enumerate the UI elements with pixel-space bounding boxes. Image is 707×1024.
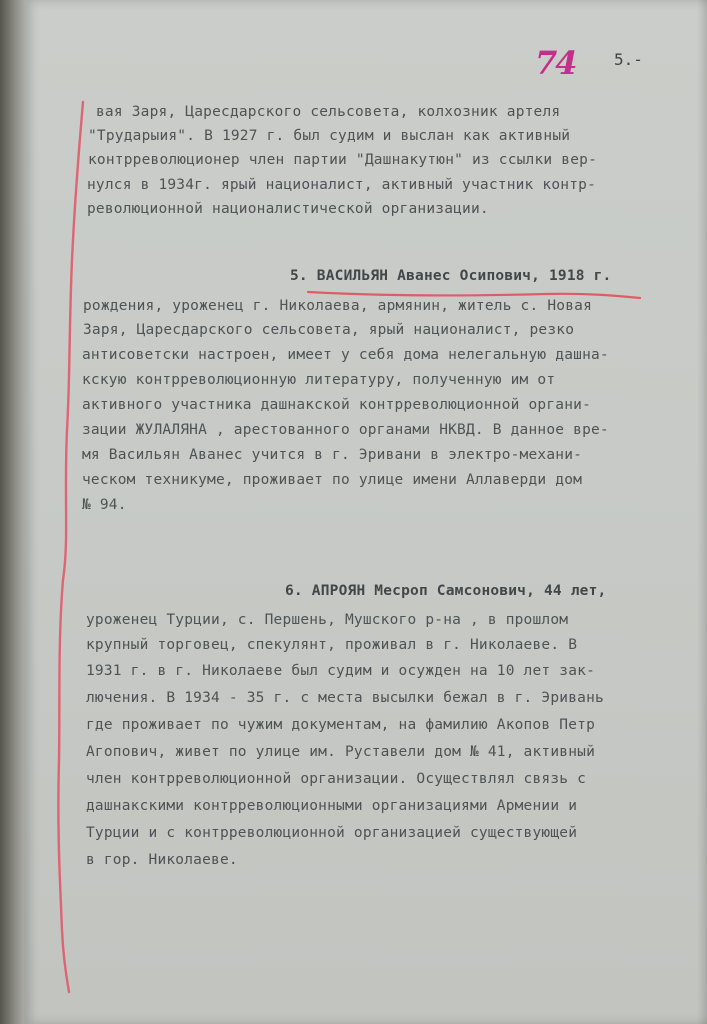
text-line: 1931 г. в г. Николаеве был судим и осужден на 10 лет зак- [86,663,595,679]
text-line: ческом техникуме, проживает по улице имени Аллаверди дом [82,472,583,488]
text-line: революционной националистической организации. [87,201,489,217]
text-line: вая Заря, Царесдарского сельсовета, колхозник артеля [96,104,561,120]
page-number: 5.- [614,50,643,69]
text-line: активного участника дашнакской контрреволюционной органи- [82,397,591,413]
handwritten-folio-number: 74 [535,44,576,82]
text-line: уроженец Турции, с. Першень, Мушского р-на , в прошлом [86,612,569,628]
text-line: антисоветски настроен, имеет у себя дома нелегальную дашна- [82,347,609,363]
text-line: член контрреволюционной организации. Осуществлял связь с [86,771,587,787]
text-line: в гор. Николаеве. [86,852,238,868]
text-line: где проживает по чужим документам, на фамилию Акопов Петр [86,717,595,733]
text-line: лючения. В 1934 - 35 г. с места высылки бежал в г. Эривань [86,690,604,706]
text-line: рождения, уроженец г. Николаева, армянин, житель с. Новая [83,298,592,314]
text-line: дашнакскими контрреволюционными организациями Армении и [86,798,578,814]
text-line: "Трударыия". В 1927 г. был судим и выслан как активный [88,128,571,144]
text-line: кскую контрреволюционную литературу, полученную им от [82,372,556,388]
text-line: мя Васильян Аванес учится в г. Эривани в электро-механи- [82,447,583,463]
text-line: Турции и с контрреволюционной организацией существующей [86,825,578,841]
text-line: Заря, Царесдарского сельсовета, ярый националист, резко [83,322,575,338]
text-line: крупный торговец, спекулянт, проживал в г. Николаеве. В [86,637,578,653]
paragraph-heading: 5. ВАСИЛЬЯН Аванес Осипович, 1918 г. [290,268,612,284]
text-line: контрреволюционер член партии "Дашнакутюн" из ссылки вер- [88,152,597,168]
text-line: зации ЖУЛАЛЯНА , арестованного органами НКВД. В данное вре- [82,422,609,438]
paragraph-heading: 6. АПРОЯН Месроп Самсонович, 44 лет, [285,583,607,599]
text-line: нулся в 1934г. ярый националист, активный участник контр- [87,177,596,193]
text-line: Агопович, живет по улице им. Руставели дом № 41, активный [86,744,595,760]
text-line: № 94. [82,497,127,513]
